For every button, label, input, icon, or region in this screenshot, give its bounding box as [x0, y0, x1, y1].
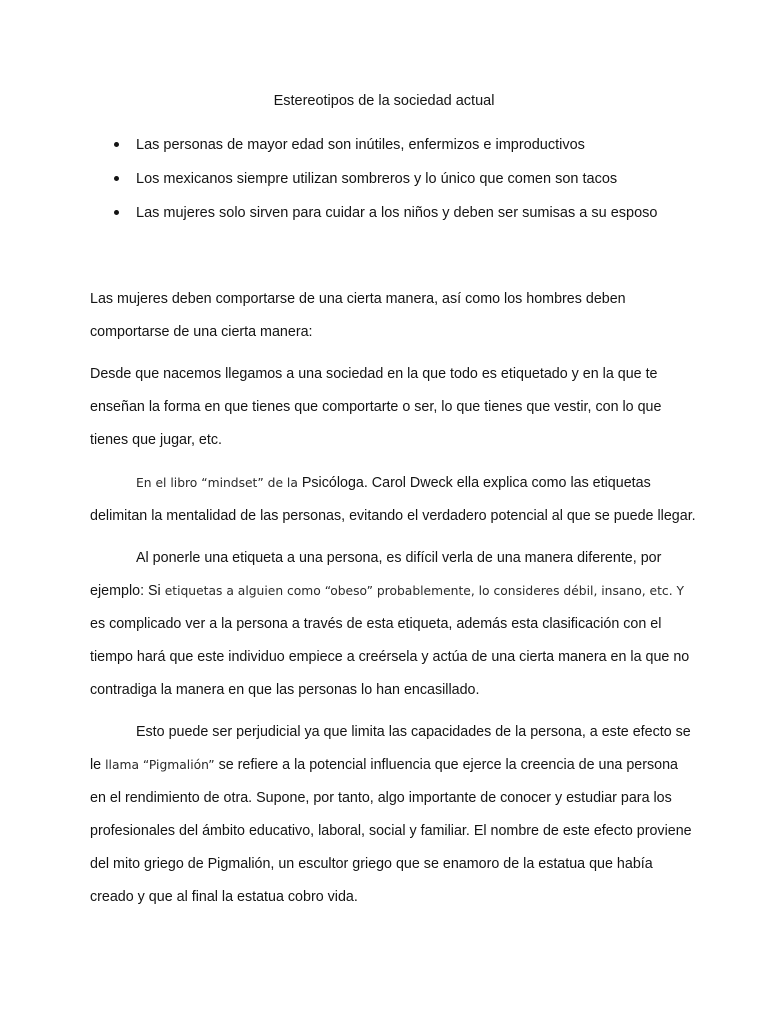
text-run: Psicóloga. Carol Dweck ella explica como las etiquetas — [297, 475, 651, 491]
text-line: enseñan la forma en que tienes que comportarte o ser, lo que tienes que vestir, con lo que — [90, 399, 662, 415]
book-reference: En el libro “mindset” de la — [136, 476, 298, 490]
text-line: profesionales del ámbito educativo, laboral, social y familiar. El nombre de este efecto proviene — [90, 823, 692, 839]
text-line: delimitan la mentalidad de las personas, evitando el verdadero potencial al que se puede llegar. — [90, 508, 696, 524]
bullet-icon — [114, 176, 119, 181]
text-line — [90, 575, 690, 608]
list-item — [110, 134, 730, 168]
text-line — [90, 749, 690, 782]
text-line — [90, 542, 690, 575]
text-line: en el rendimiento de otra. Supone, por tanto, algo importante de conocer y estudiar para los — [90, 790, 672, 806]
text-run: Esto puede ser perjudicial ya que limita las capacidades de la persona, a este efecto se — [136, 724, 691, 740]
text-line: creado y que al final la estatua cobro vida. — [90, 889, 358, 905]
text-line — [90, 716, 690, 749]
text-run: etiquetas a alguien como “obeso” probablemente, lo consideres débil, insano, etc. Y — [164, 584, 685, 598]
text-line: tienes que jugar, etc. — [90, 432, 222, 448]
paragraph-4 — [90, 542, 690, 707]
paragraph-2 — [90, 358, 690, 457]
text-line: Las mujeres deben comportarse de una cierta manera, así como los hombres deben — [90, 291, 626, 307]
document-title: Estereotipos de la sociedad actual — [273, 93, 495, 109]
text-line: del mito griego de Pigmalión, un escultor griego que se enamoro de la estatua que había — [90, 856, 653, 872]
paragraph-5 — [90, 716, 690, 914]
paragraph-3 — [90, 467, 696, 533]
stereotype-list — [110, 134, 730, 236]
text-run: se refiere a la potencial influencia que ejerce la creencia de una persona — [214, 757, 678, 773]
list-item-text: Los mexicanos siempre utilizan sombreros y lo único que comen son tacos — [136, 171, 618, 187]
bullet-icon — [114, 142, 119, 147]
text-line — [90, 467, 690, 500]
paragraph-1 — [90, 283, 690, 349]
list-item-text: Las mujeres solo sirven para cuidar a los niños y deben ser sumisas a su esposo — [136, 205, 658, 221]
pigmalion-term: llama “Pigmalión” — [105, 758, 215, 772]
text-run: le — [90, 757, 106, 773]
list-item — [110, 202, 730, 236]
text-line: contradiga la manera en que las personas lo han encasillado. — [90, 682, 480, 698]
text-line: comportarse de una cierta manera: — [90, 324, 313, 340]
text-line: tiempo hará que este individuo empiece a creérsela y actúa de una cierta manera en la que no — [90, 649, 690, 665]
text-run: ejemplo: Si — [90, 583, 165, 599]
list-item-text: Las personas de mayor edad son inútiles, enfermizos e improductivos — [136, 137, 585, 153]
text-line: Desde que nacemos llegamos a una sociedad en la que todo es etiquetado y en la que te — [90, 366, 658, 382]
list-item — [110, 168, 730, 202]
text-run: Al ponerle una etiqueta a una persona, es difícil verla de una manera diferente, por — [136, 550, 662, 566]
bullet-icon — [114, 210, 119, 215]
text-line: es complicado ver a la persona a través de esta etiqueta, además esta clasificación con el — [90, 616, 662, 632]
